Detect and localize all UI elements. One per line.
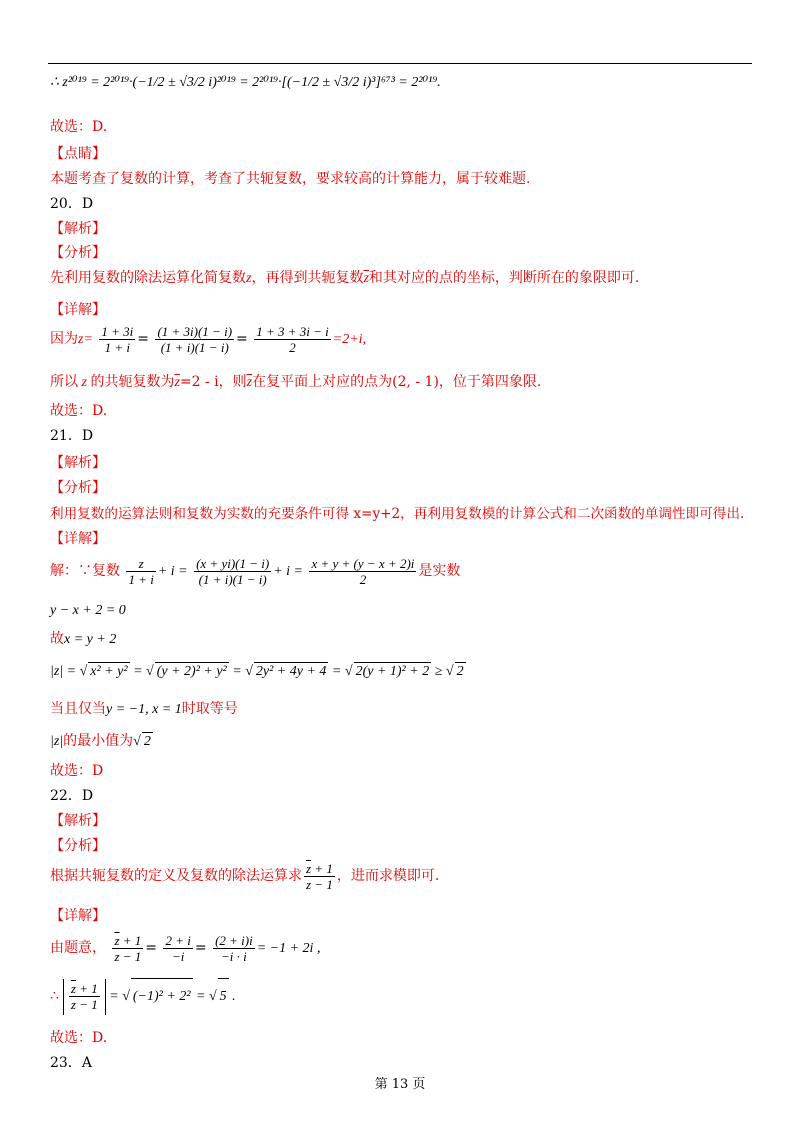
jiexi-20: 【解析】: [50, 221, 106, 237]
xiangjie-22: 【详解】: [50, 908, 106, 924]
jiexi-21: 【解析】: [50, 455, 106, 471]
solution-20-conjugate: 所以 z 的共轭复数为$\overline{z}=2 - i$，则$\overline{z}$在复平面上对应的点为(2, - 1)，位于第四象限.: [50, 374, 542, 390]
question-21: 21．D: [50, 428, 94, 444]
equation-21-1: y − x + 2 = 0: [50, 603, 126, 618]
analysis-20: 先利用复数的除法运算化简复数z，再得到共轭复数$\overline{z}$和其对应的点的坐标，判断所在的象限即可.: [50, 270, 640, 286]
solution-20-equation: 因为z= $\frac{1 + 3i}{1 + i}$ = $\frac{(1 + 3i)(1 - i)}{(1 + i)(1 - i)}$ = $\frac{1 + 3 + 3i - i}{2}$ =2+i,: [50, 323, 367, 355]
choice-22: 故选：D.: [50, 1030, 108, 1046]
xiangjie-20: 【详解】: [50, 302, 106, 318]
choice-20: 故选：D.: [50, 403, 108, 419]
analysis-22: 根据共轭复数的定义及复数的除法运算求 $\frac{\overline{z} + 1}{z - 1}$ ，进而求模即可.: [50, 860, 440, 892]
choice-19: 故选：D.: [50, 119, 108, 135]
equation-21-2: 故x = y + 2: [50, 631, 117, 647]
question-20: 20．D: [50, 196, 94, 212]
solution-22-modulus: ∴ $\frac{\overline{z} + 1}{z - 1}$ = √ (−1)² + 2² = √ 5 .: [50, 978, 236, 1015]
solution-22-equation: 由题意， $\frac{\overline{z} + 1}{z - 1}$ = $\frac{2 + i}{-i}$ = $\frac{(2 + i)i}{-i \cdot i}$ = −1 + 2i ,: [50, 932, 321, 964]
question-23: 23．A: [50, 1055, 92, 1071]
header-rule: [48, 63, 752, 64]
choice-21: 故选：D: [50, 763, 104, 779]
fenxi-21: 【分析】: [50, 480, 106, 496]
equality-21: 当且仅当y = −1, x = 1时取等号: [50, 701, 238, 717]
comment-heading: 【点睛】: [50, 146, 106, 162]
equation-21-modulus: |z| = √ x² + y² = √ (y + 2)² + y² = √ 2y² + 4y + 4 = √ 2(y + 1)² + 2 ≥ √ 2: [50, 664, 464, 679]
equation-z2019: ∴ z²⁰¹⁹ = 2²⁰¹⁹·(−1/2 ± √3/2 i)²⁰¹⁹ = 2²⁰¹⁹·[(−1/2 ± √3/2 i)³]⁶⁷³ = 2²⁰¹⁹.: [50, 75, 441, 90]
page-footer: 第 13 页: [374, 1077, 426, 1092]
xiangjie-21: 【详解】: [50, 531, 106, 547]
jiexi-22: 【解析】: [50, 813, 106, 829]
comment-19: 本题考查了复数的计算，考查了共轭复数，要求较高的计算能力，属于较难题.: [50, 171, 531, 187]
question-22: 22．D: [50, 788, 94, 804]
minimum-21: |z|的最小值为√ 2: [50, 733, 151, 749]
fenxi-22: 【分析】: [50, 838, 106, 854]
solution-21-equation: 解：∵复数 $\frac{z}{1 + i}$ + i = $\frac{(x + yi)(1 - i)}{(1 + i)(1 - i)}$ + i = $\frac{x + y + (y - x + 2)i}{2}$ 是实数: [50, 555, 461, 587]
fenxi-20: 【分析】: [50, 245, 106, 261]
analysis-21: 利用复数的运算法则和复数为实数的充要条件可得 x=y+2，再利用复数模的计算公式和二次函数的单调性即可得出.: [50, 506, 745, 522]
